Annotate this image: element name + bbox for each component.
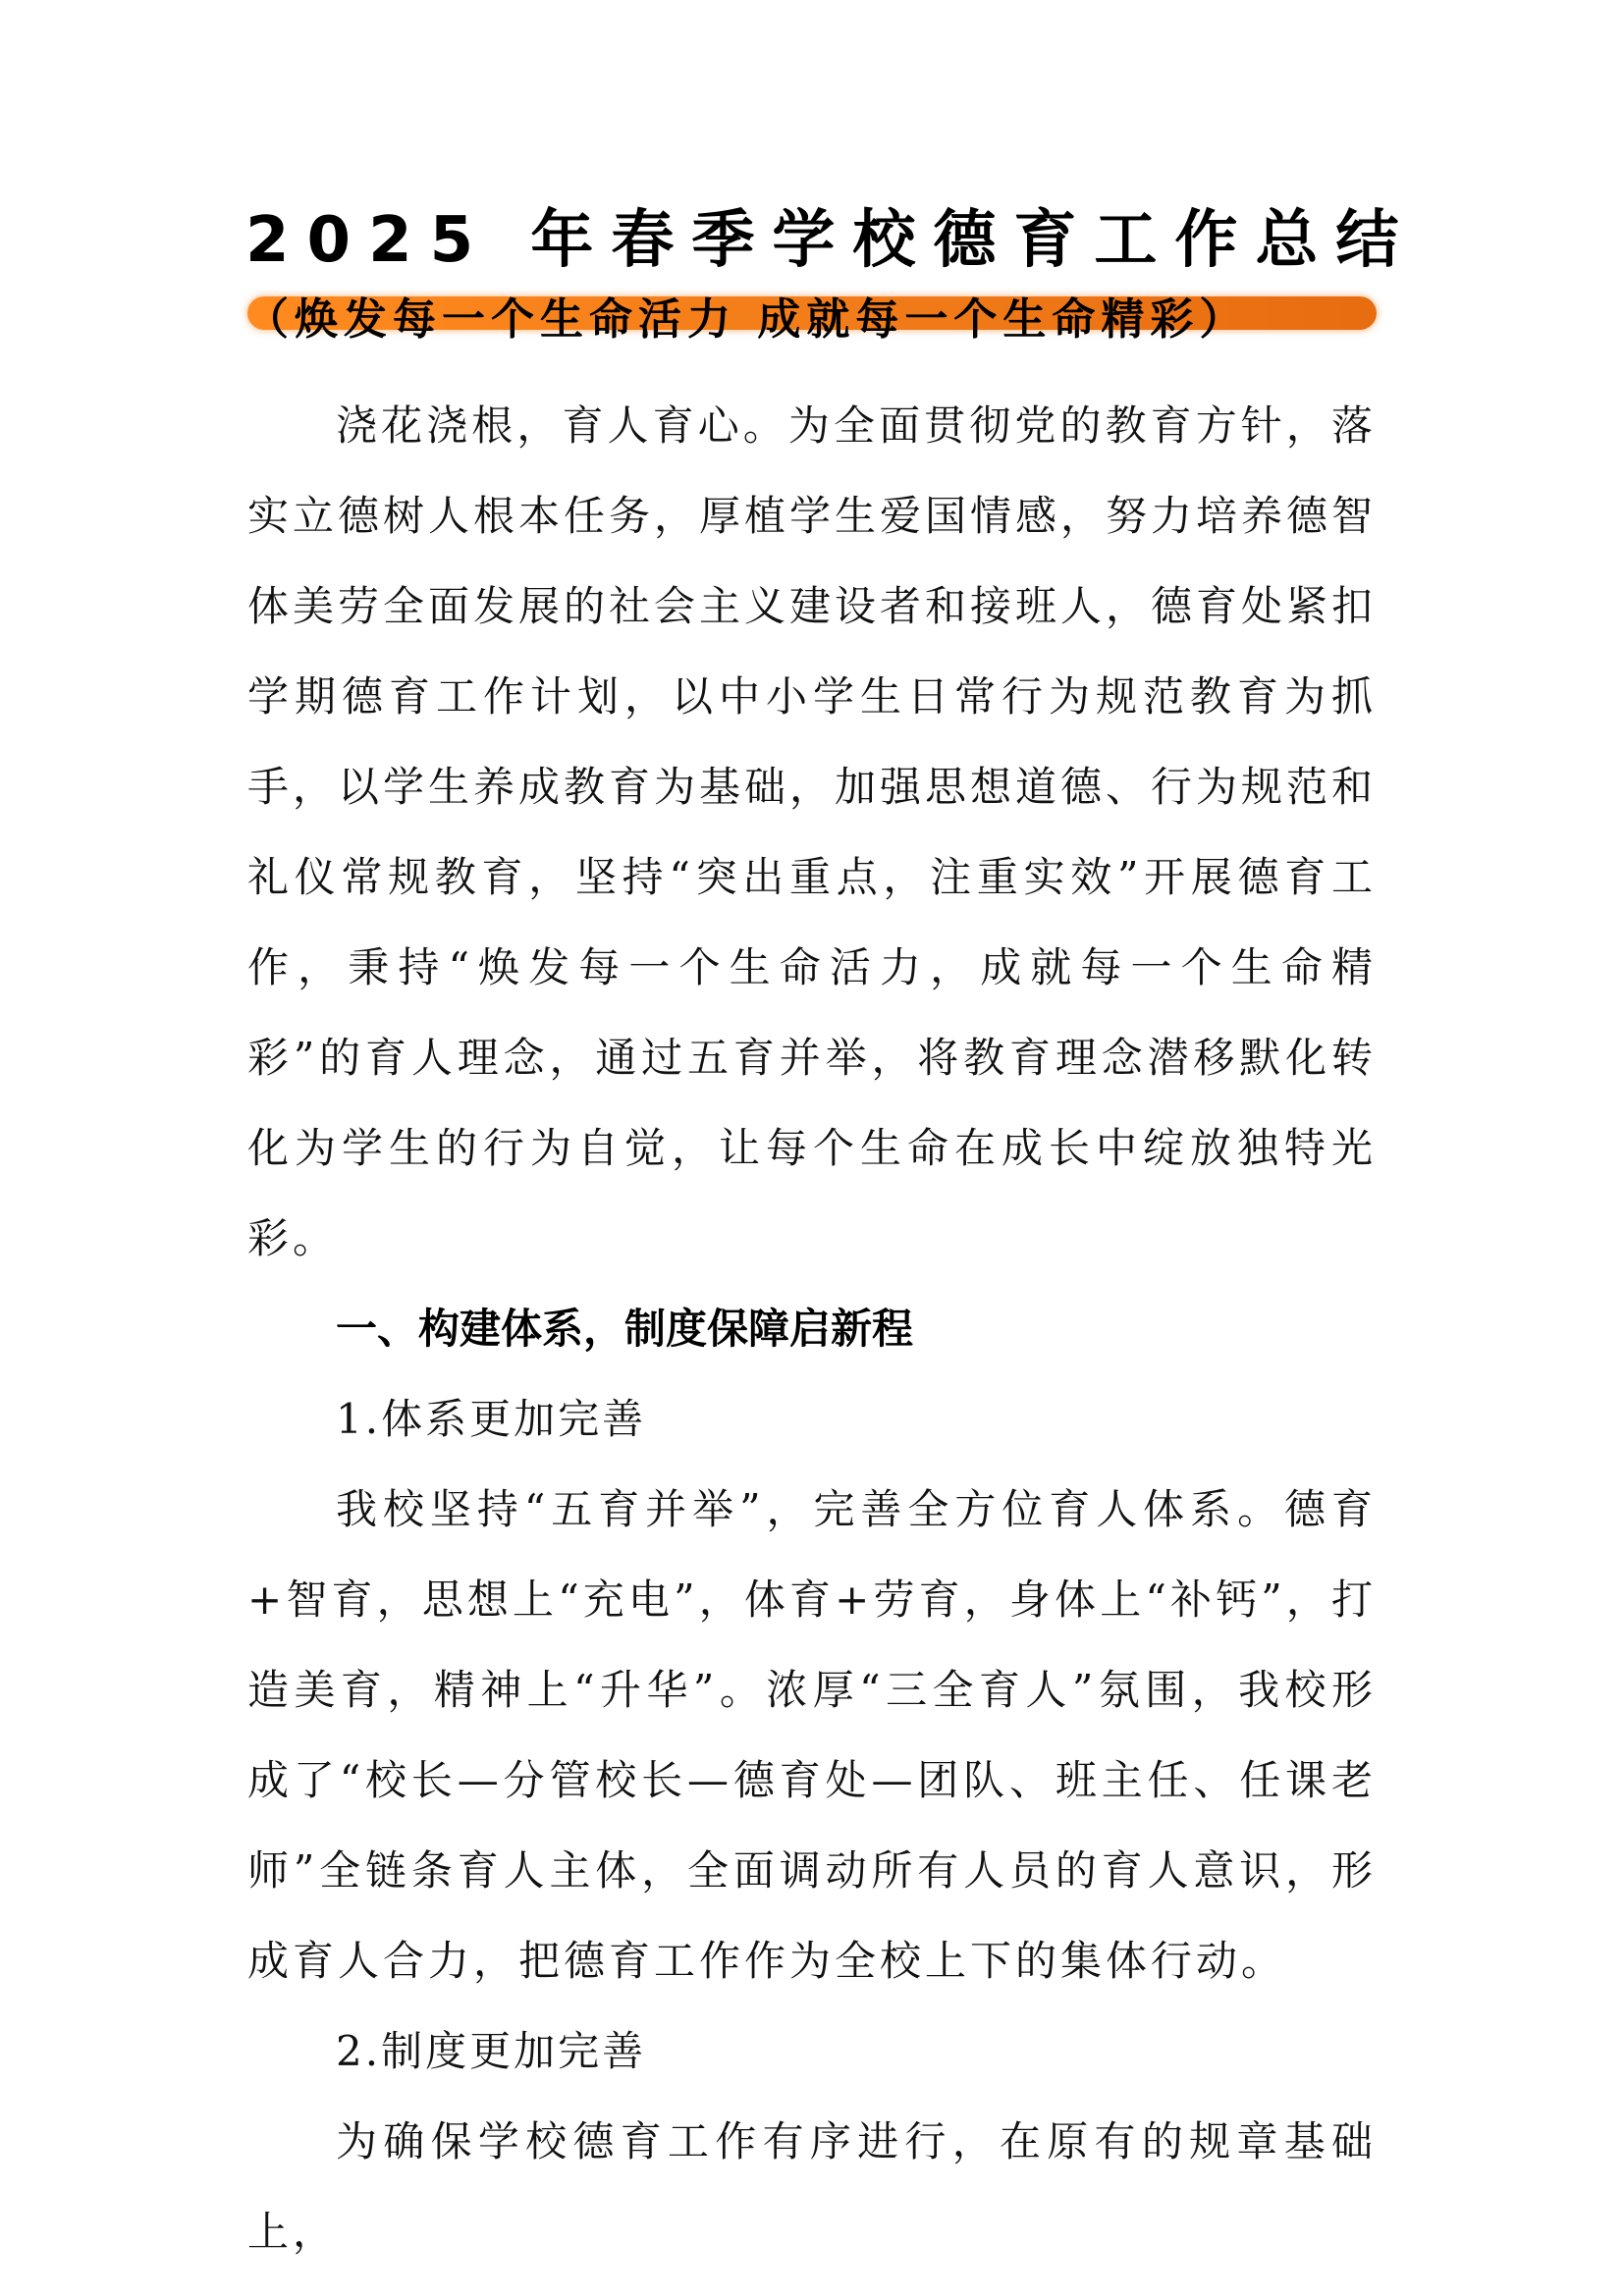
subsection-heading-1: 1.体系更加完善 <box>336 1395 647 1443</box>
section-heading-1: 一、构建体系，制度保障启新程 <box>336 1305 914 1353</box>
document-title: 2025 年春季学校德育工作总结 <box>245 204 1417 277</box>
document-subtitle: （焕发每一个生命活力 成就每一个生命精彩） <box>245 294 1249 345</box>
subsection-heading-2: 2.制度更加完善 <box>336 2027 647 2075</box>
subsection-paragraph-1: 我校坚持“五育并举”，完善全方位育人体系。德育+智育，思想上“充电”，体育+劳育，身体上“补钙”，打造美育，精神上“升华”。浓厚“三全育人”氛围，我校形成了“校长—分管校长—德育处—团队、班主任、任课老师”全链条育人主体，全面调动所有人员的育人意识，形成育人合力，把德育工作作为全校上下的集体行动。 <box>247 1485 1377 1985</box>
intro-paragraph: 浇花浇根，育人育心。为全面贯彻党的教育方针，落实立德树人根本任务，厚植学生爱国情感，努力培养德智体美劳全面发展的社会主义建设者和接班人，德育处紧扣学期德育工作计划，以中小学生日常行为规范教育为抓手，以学生养成教育为基础，加强思想道德、行为规范和礼仪常规教育，坚持“突出重点，注重实效”开展德育工作，秉持“焕发每一个生命活力，成就每一个生命精彩”的育人理念，通过五育并举，将教育理念潜移默化转化为学生的行为自觉，让每个生命在成长中绽放独特光彩。 <box>247 401 1378 1262</box>
subsection-paragraph-2: 为确保学校德育工作有序进行，在原有的规章基础上， <box>247 2117 1377 2256</box>
document-body <box>247 381 1377 2277</box>
